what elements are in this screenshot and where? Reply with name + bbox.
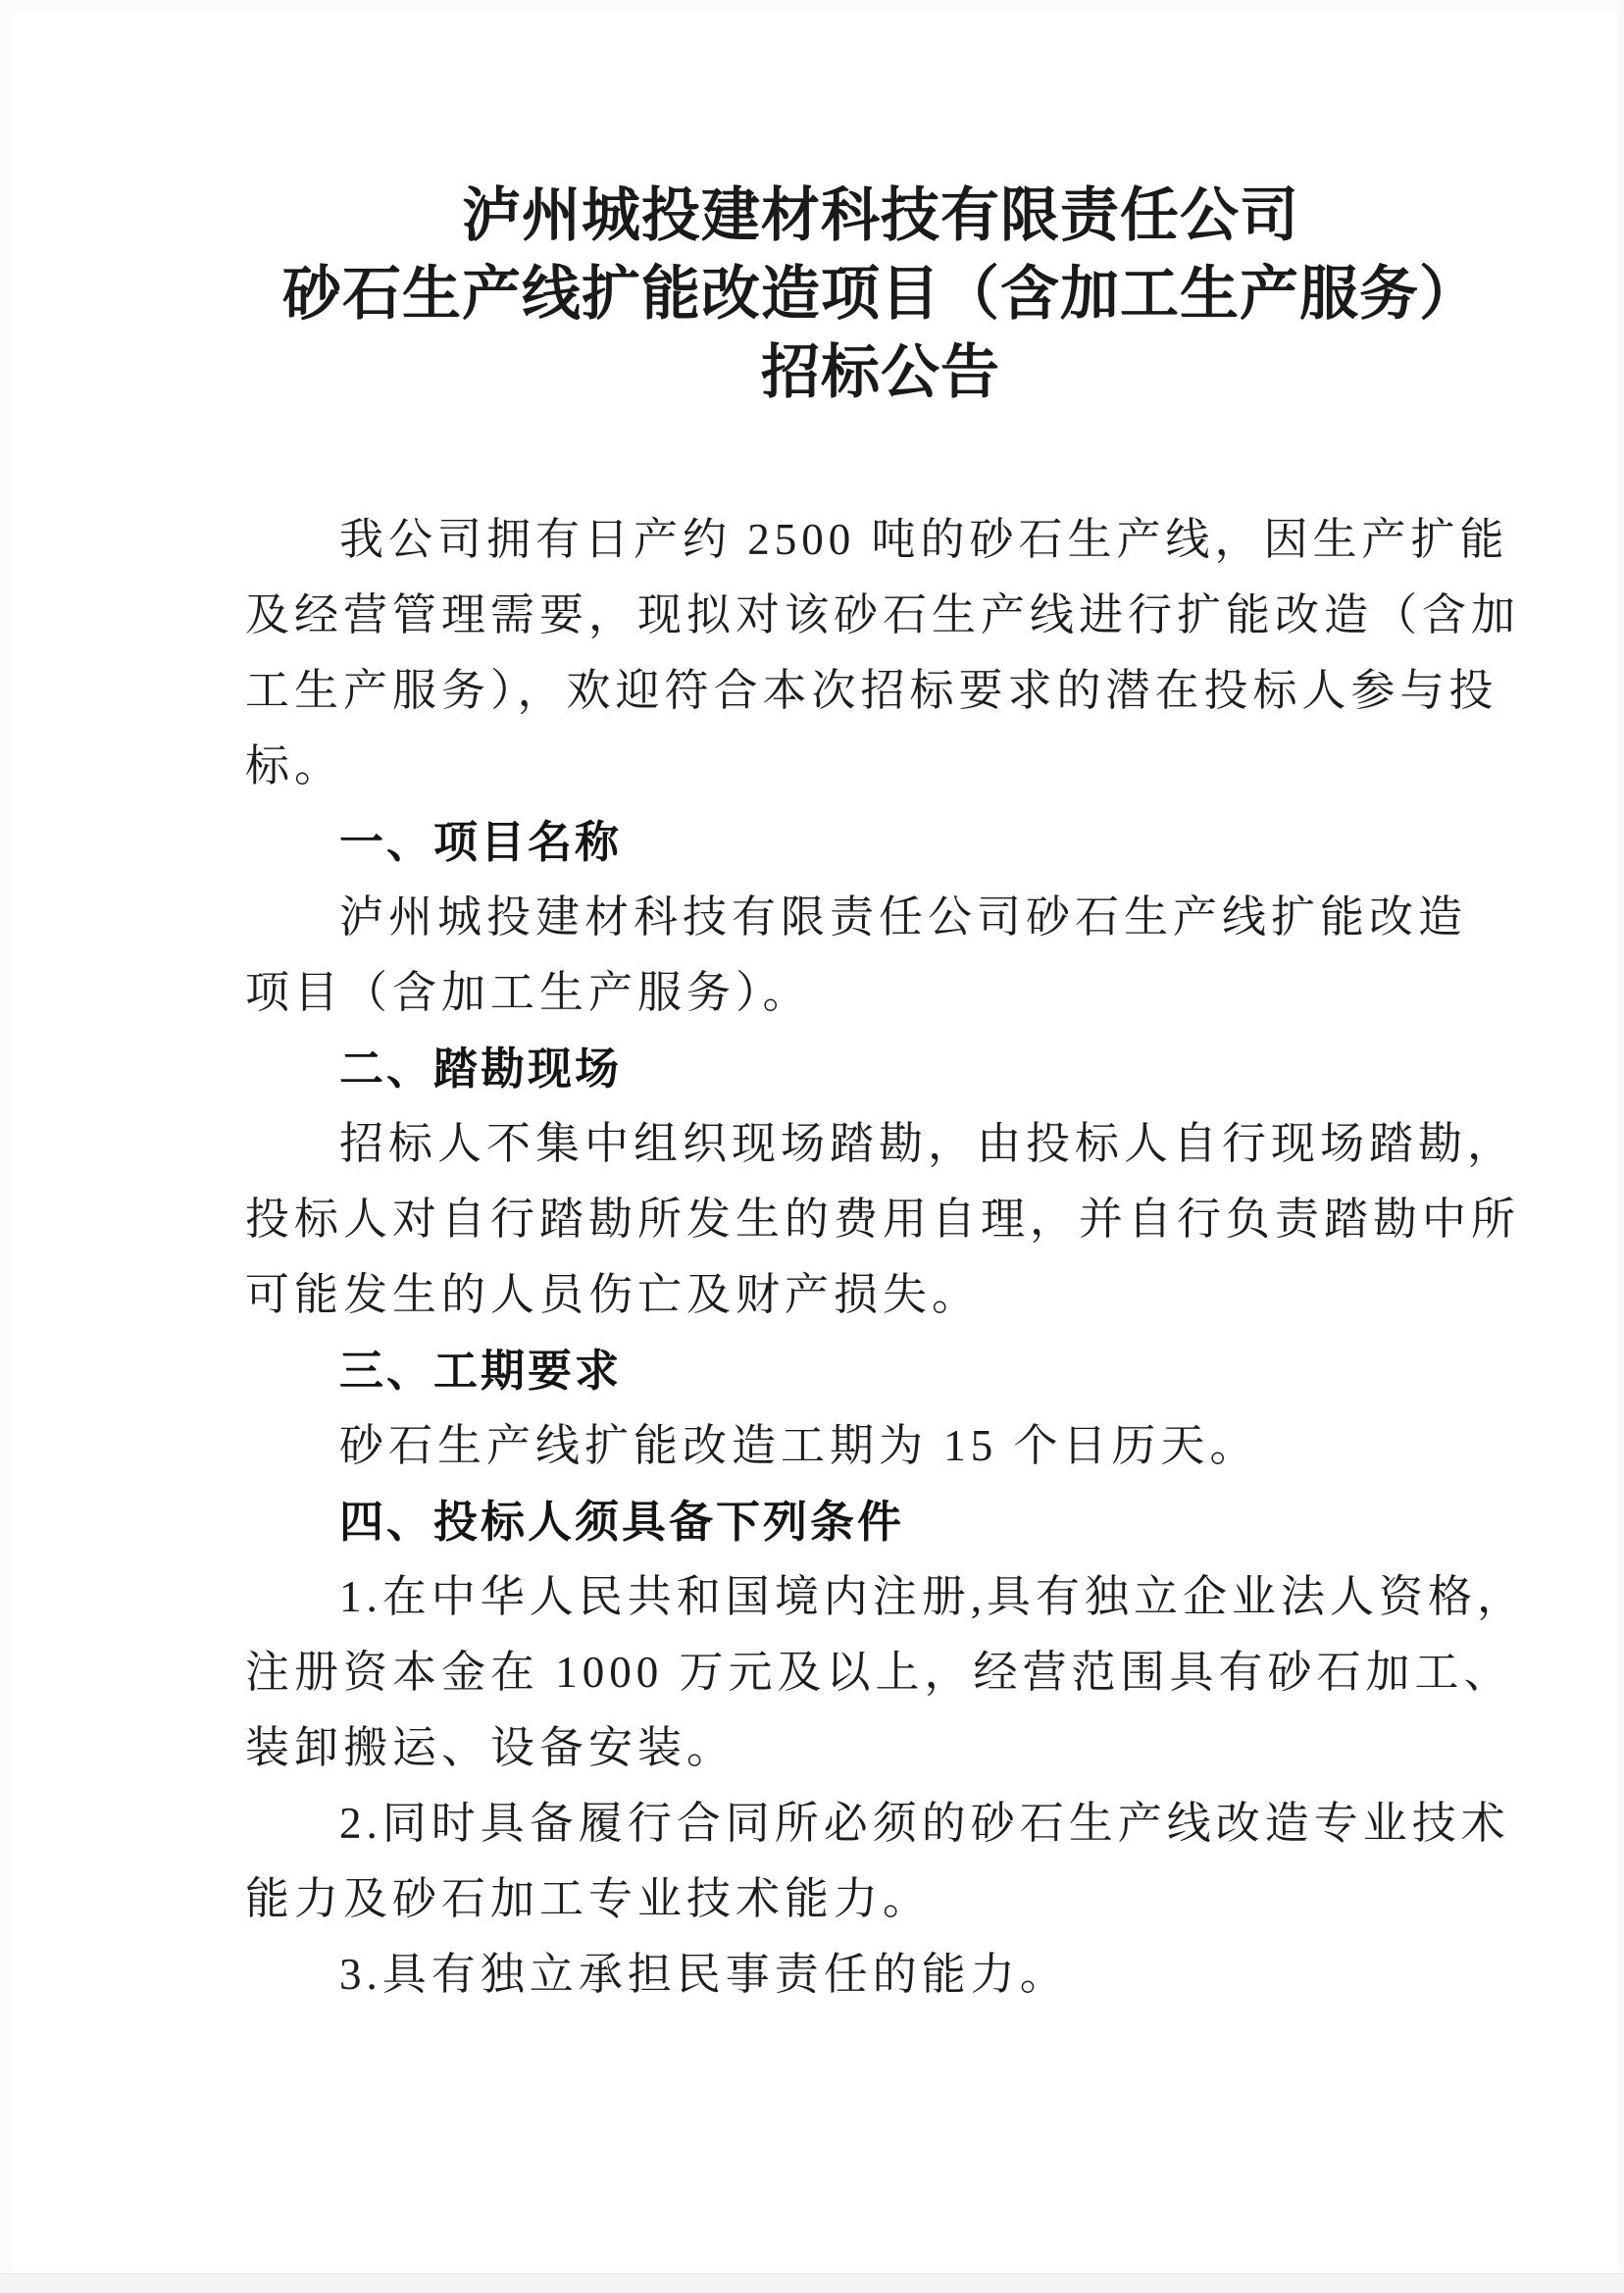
paragraph-line: 3.具有独立承担民事责任的能力。 xyxy=(339,1950,1069,1999)
paragraph-line: 及经营管理需要，现拟对该砂石生产线进行扩能改造（含加 xyxy=(245,590,1521,639)
section-heading: 二、踏勘现场 xyxy=(339,1044,623,1094)
paragraph-line: 工生产服务），欢迎符合本次招标要求的潜在投标人参与投 xyxy=(245,666,1498,715)
title-line-company: 泸州城投建材科技有限责任公司 xyxy=(462,183,1299,248)
paragraph-line: 砂石生产线扩能改造工期为 15 个日历天。 xyxy=(339,1421,1259,1470)
paragraph-line: 标。 xyxy=(245,741,344,790)
title-line-announcement: 招标公告 xyxy=(761,340,1000,405)
paragraph-line: 招标人不集中组织现场踏勘，由投标人自行现场踏勘， xyxy=(339,1119,1517,1168)
paragraph-line: 1.在中华人民共和国境内注册,具有独立企业法人资格， xyxy=(339,1572,1527,1621)
section-heading: 三、工期要求 xyxy=(339,1346,623,1396)
document-title xyxy=(245,177,1516,412)
section-heading: 四、投标人须具备下列条件 xyxy=(339,1497,905,1547)
scan-edge-bottom xyxy=(0,2273,1624,2293)
scan-edge-left xyxy=(0,0,13,2293)
paragraph-line: 注册资本金在 1000 万元及以上，经营范围具有砂石加工、 xyxy=(245,1648,1513,1697)
paragraph-line: 可能发生的人员伤亡及财产损失。 xyxy=(245,1270,982,1319)
paragraph-line: 泸州城投建材科技有限责任公司砂石生产线扩能改造 xyxy=(339,892,1468,942)
scan-edge-right xyxy=(1619,0,1624,2293)
document-content xyxy=(245,0,1527,2013)
paragraph-line: 我公司拥有日产约 2500 吨的砂石生产线，因生产扩能 xyxy=(339,515,1509,564)
paragraph-line: 投标人对自行踏勘所发生的费用自理，并自行负责踏勘中所 xyxy=(245,1195,1521,1244)
title-line-project: 砂石生产线扩能改造项目（含加工生产服务） xyxy=(282,262,1479,327)
section-heading: 一、项目名称 xyxy=(339,817,623,867)
paragraph-line: 2.同时具备履行合同所必须的砂石生产线改造专业技术 xyxy=(339,1799,1510,1848)
document-body xyxy=(245,502,1527,2013)
paragraph-line: 能力及砂石加工专业技术能力。 xyxy=(245,1874,933,1923)
paragraph-line: 装卸搬运、设备安装。 xyxy=(245,1723,736,1772)
paragraph-line: 项目（含加工生产服务）。 xyxy=(245,968,812,1017)
